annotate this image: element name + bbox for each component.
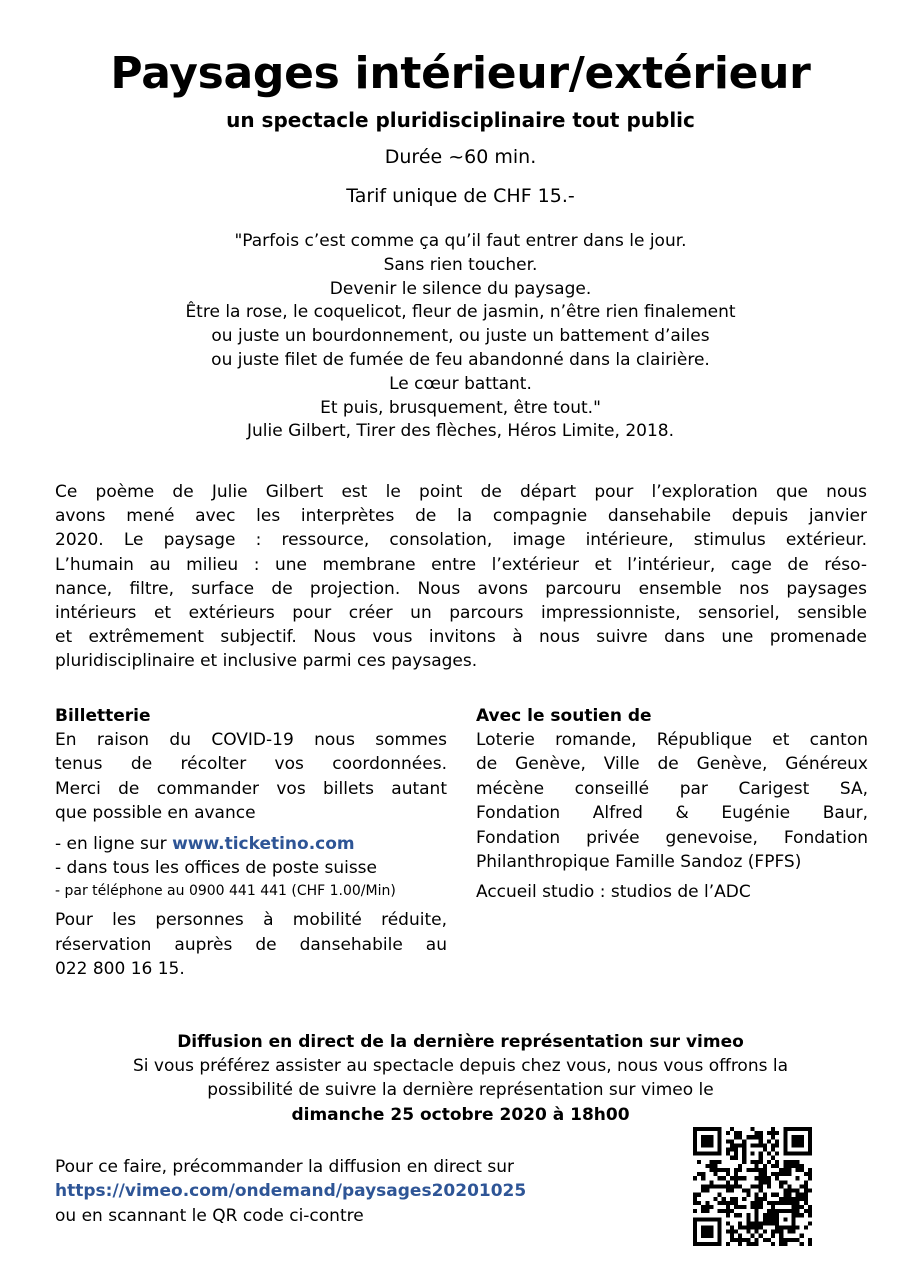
duration-text: Durée ~60 min. — [384, 146, 537, 168]
description-line: nance, filtre, surface de projection. Nous avons parcouru ensemble nos paysages — [55, 578, 867, 599]
quote-line: Et puis, brusquement, être tout." — [320, 397, 601, 418]
diffusion-section — [0, 1030, 921, 1127]
page-title: Paysages intérieur/extérieur — [110, 48, 811, 99]
vimeo-link[interactable]: https://vimeo.com/ondemand/paysages20201025 — [55, 1181, 527, 1202]
quote-line: ou juste un bourdonnement, ou juste un battement d’ailes — [211, 326, 710, 347]
online-ticket-line — [55, 832, 447, 856]
description-line: 2020. Le paysage : ressource, consolation, image intérieure, stimulus extérieur. — [55, 530, 867, 551]
ticketino-link[interactable]: www.ticketino.com — [172, 833, 355, 854]
quote-line: Devenir le silence du paysage. — [329, 278, 592, 299]
diffusion-line: possibilité de suivre la dernière représentation sur vimeo le — [207, 1080, 714, 1101]
diffusion-line: Si vous préférez assister au spectacle depuis chez vous, nous vous offrons la — [132, 1056, 789, 1077]
page-subtitle: un spectacle pluridisciplinaire tout public — [226, 108, 695, 132]
diffusion-date: dimanche 25 octobre 2020 à 18h00 — [291, 1104, 630, 1125]
description-line: pluridisciplinaire et inclusive parmi ces paysages. — [55, 651, 478, 672]
price-text: Tarif unique de CHF 15.- — [346, 185, 575, 207]
billetterie-section — [55, 704, 447, 982]
quote-attribution: Julie Gilbert, Tirer des flèches, Héros Limite, 2018. — [246, 421, 674, 442]
quote-line: "Parfois c’est comme ça qu’il faut entrer dans le jour. — [234, 231, 687, 251]
description-line: Ce poème de Julie Gilbert est le point de départ pour l’exploration que nous — [55, 482, 867, 502]
order-section — [55, 1155, 655, 1228]
billetterie-intro-line: En raison du COVID-19 nous sommes — [55, 730, 447, 750]
billetterie-intro-line: que possible en avance — [55, 803, 256, 824]
order-line: Pour ce faire, précommander la diffusion en direct sur — [55, 1157, 514, 1177]
description-line: L’humain au milieu : une membrane entre l’extérieur et l’intérieur, cage de réso- — [55, 554, 867, 575]
soutien-line: Loterie romande, République et canton — [476, 730, 868, 750]
soutien-section — [476, 704, 868, 905]
quote-line: Le cœur battant. — [389, 373, 532, 394]
soutien-line: Fondation privée genevoise, Fondation — [476, 827, 868, 848]
billetterie-intro-line: Merci de commander vos billets autant — [55, 778, 447, 799]
soutien-line: Fondation Alfred & Eugénie Baur, — [476, 803, 868, 824]
soutien-line: Philanthropique Famille Sandoz (FPFS) — [476, 852, 802, 873]
soutien-line: de Genève, Ville de Genève, Généreux — [476, 754, 868, 775]
post-office-line: - dans tous les offices de poste suisse — [55, 858, 377, 879]
qr-code-icon[interactable] — [693, 1127, 812, 1246]
description-line: et extrêmement subjectif. Nous vous invitons à nous suivre dans une promenade — [55, 627, 867, 648]
phone-line: - par téléphone au 0900 441 441 (CHF 1.00/Min) — [55, 883, 396, 900]
description-line: intérieurs et extérieurs pour créer un parcours impressionniste, sensoriel, sensible — [55, 603, 867, 624]
soutien-line: mécène conseillé par Carigest SA, — [476, 778, 868, 799]
quote-line: Être la rose, le coquelicot, fleur de jasmin, n’être rien finalement — [185, 302, 736, 323]
order-line: ou en scannant le QR code ci-contre — [55, 1205, 364, 1226]
description-paragraph — [55, 480, 867, 674]
accueil-studio: Accueil studio : studios de l’ADC — [476, 882, 751, 903]
poem-quote — [0, 230, 921, 444]
quote-line: Sans rien toucher. — [383, 254, 538, 275]
billetterie-heading: Billetterie — [55, 706, 151, 726]
billetterie-intro-line: tenus de récolter vos coordonnées. — [55, 754, 447, 775]
description-line: avons mené avec les interprètes de la compagnie dansehabile depuis janvier — [55, 506, 867, 527]
mobility-line: 022 800 16 15. — [55, 959, 185, 980]
quote-line: ou juste filet de fumée de feu abandonné dans la clairière. — [211, 349, 710, 370]
mobility-line: Pour les personnes à mobilité réduite, — [55, 910, 447, 931]
online-prefix: - en ligne sur — [55, 833, 173, 854]
mobility-line: réservation auprès de dansehabile au — [55, 934, 447, 955]
soutien-heading: Avec le soutien de — [476, 706, 652, 726]
diffusion-heading: Diffusion en direct de la dernière représentation sur vimeo — [177, 1032, 744, 1052]
